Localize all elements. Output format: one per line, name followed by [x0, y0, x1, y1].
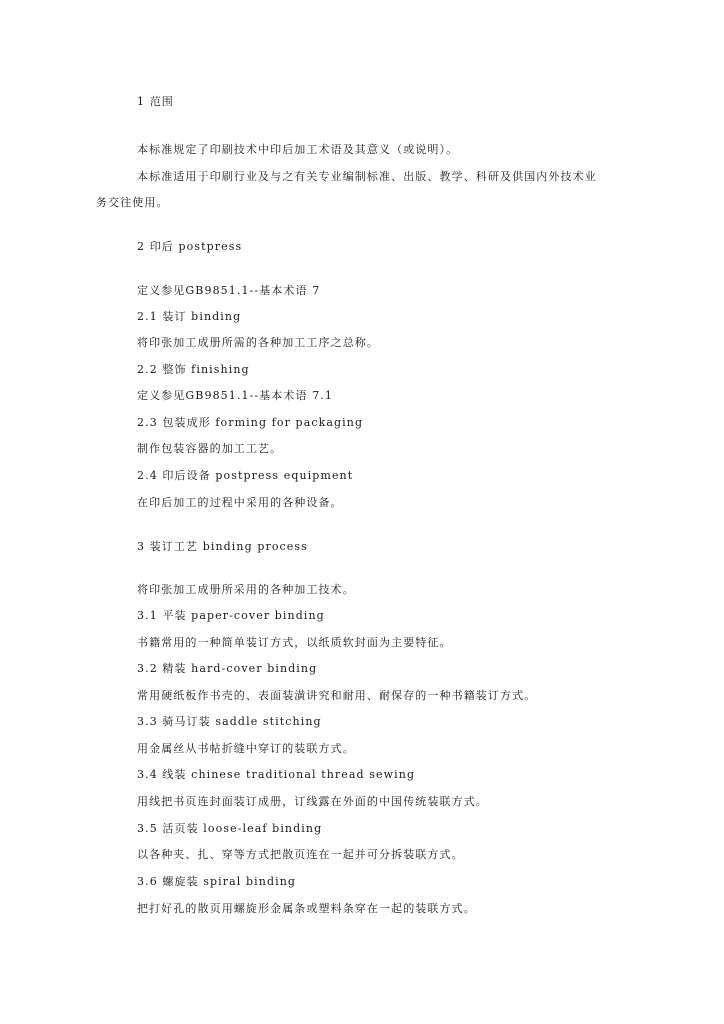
- section-1-title: 1 范围: [137, 95, 174, 108]
- term-3-5-definition: 以各种夹、扎、穿等方式把散页连在一起并可分拆装联方式。: [137, 848, 464, 861]
- section-2-title: 2 印后 postpress: [137, 240, 243, 253]
- term-3-5: 3.5 活页装 loose-leaf binding: [137, 822, 323, 835]
- term-3-3: 3.3 骑马订装 saddle stitching: [137, 715, 322, 728]
- term-3-4: 3.4 线装 chinese traditional thread sewing: [137, 768, 416, 781]
- section-3-definition: 将印张加工成册所采用的各种加工技术。: [137, 583, 355, 596]
- term-2-1: 2.1 装订 binding: [137, 310, 242, 323]
- term-2-2: 2.2 整饰 finishing: [137, 363, 250, 376]
- term-2-1-definition: 将印张加工成册所需的各种加工工序之总称。: [137, 336, 379, 349]
- term-2-3-definition: 制作包装容器的加工工艺。: [137, 442, 283, 455]
- section-3-title: 3 装订工艺 binding process: [137, 540, 308, 553]
- section-2-definition: 定义参见GB9851.1--基本术语 7: [137, 284, 321, 297]
- term-2-4-definition: 在印后加工的过程中采用的各种设备。: [137, 496, 343, 509]
- term-3-6-definition: 把打好孔的散页用螺旋形金属条或塑料条穿在一起的装联方式。: [137, 902, 476, 915]
- term-2-2-definition: 定义参见GB9851.1--基本术语 7.1: [137, 389, 333, 402]
- term-3-2: 3.2 精装 hard-cover binding: [137, 662, 318, 675]
- section-1-paragraph-2-cont: 务交往使用。: [96, 196, 169, 209]
- term-2-4: 2.4 印后设备 postpress equipment: [137, 469, 354, 482]
- section-1-paragraph-2: 本标准适用于印刷行业及与之有关专业编制标准、出版、教学、科研及供国内外技术业: [137, 170, 597, 183]
- section-1-paragraph-1: 本标准规定了印刷技术中印后加工术语及其意义（或说明）。: [137, 143, 459, 156]
- term-3-1-definition: 书籍常用的一种简单装订方式，以纸质软封面为主要特征。: [137, 636, 452, 649]
- term-3-4-definition: 用线把书页连封面装订成册，订线露在外面的中国传统装联方式。: [137, 795, 488, 808]
- term-2-3: 2.3 包装成形 forming for packaging: [137, 416, 364, 429]
- term-3-3-definition: 用金属丝从书帖折缝中穿订的装联方式。: [137, 742, 355, 755]
- term-3-2-definition: 常用硬纸板作书壳的、表面装潢讲究和耐用、耐保存的一种书籍装订方式。: [137, 689, 537, 702]
- term-3-6: 3.6 螺旋装 spiral binding: [137, 875, 297, 888]
- term-3-1: 3.1 平装 paper-cover binding: [137, 609, 325, 622]
